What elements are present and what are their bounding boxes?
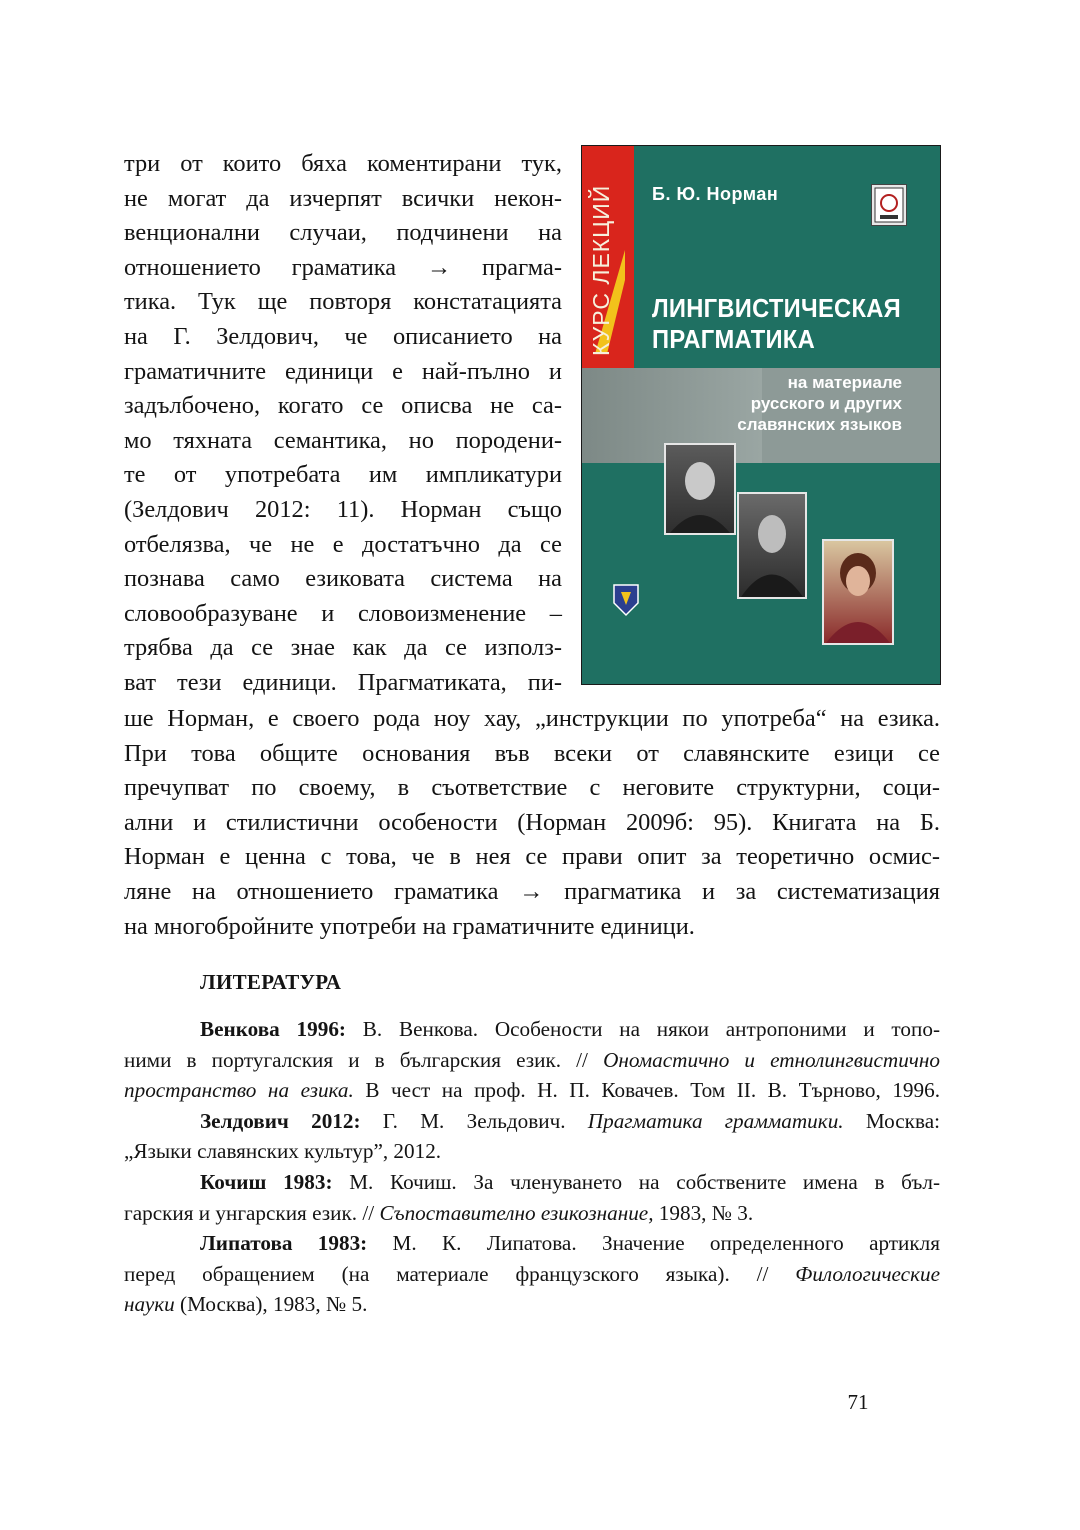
text-line: науки (Москва), 1983, № 5. xyxy=(124,1292,368,1317)
text-line: При това общите основания във всеки от славянските езици се xyxy=(124,739,940,767)
reference-list xyxy=(124,1014,940,1320)
text-line: гарския и унгарския език. // Съпоставително езикознание, 1983, № 3. xyxy=(124,1200,754,1225)
portrait-icon xyxy=(666,445,734,533)
page-number: 71 xyxy=(847,1390,869,1414)
cover-title-line: ПРАГМАТИКА xyxy=(652,326,815,354)
text-line: ше Норман, е своего рода ноу хау, „инструкции по употреба“ на езика. xyxy=(124,705,940,732)
text-line: „Языки славянских культур”, 2012. xyxy=(124,1139,442,1164)
text-line: трябва да се знае как да се използ- xyxy=(124,634,562,662)
text-line: не могат да изчерпят всички некон- xyxy=(124,184,562,212)
text-line: (Зелдович 2012: 11). Норман също xyxy=(124,495,562,523)
text-line: Липатова 1983: М. К. Липатова. Значение определенного артикля xyxy=(200,1231,940,1256)
reference-entry xyxy=(124,1106,940,1167)
text-line: познава само езиковата система на xyxy=(124,565,562,593)
text-line: ални и стилистични особености (Норман 2009б: 95). Книгата на Б. xyxy=(124,808,940,836)
text-line: отбелязва, че не е достатъчно да се xyxy=(124,530,562,558)
text-line: ват тези единици. Прагматиката, пи- xyxy=(124,668,562,696)
author-photo xyxy=(664,443,736,535)
text-line: ними в португалския и в българския език. // Ономастично и етнолингвистично xyxy=(124,1047,941,1072)
text-line: Зелдович 2012: Г. М. Зельдович. Прагматика грамматики. Москва: xyxy=(200,1108,940,1133)
reference-key: Кочиш 1983: xyxy=(200,1169,333,1194)
wrapped-paragraph xyxy=(124,147,562,701)
text-line: перед обращением (на материале французского языка). // Филологические xyxy=(124,1261,940,1286)
cover-series: КУРС ЛЕКЦИЙ xyxy=(588,184,614,356)
cover-title-line: ЛИНГВИСТИЧЕСКАЯ xyxy=(652,295,901,323)
cover-subtitle-line: на материале xyxy=(787,373,902,392)
cover-title xyxy=(652,294,901,356)
author-photo xyxy=(737,492,807,599)
text-line: на многобройните употреби на граматичните единици. xyxy=(124,912,695,940)
text-line: три от които бяха коментирани тук, xyxy=(124,150,562,177)
portrait-icon xyxy=(824,541,892,643)
cover-subtitle-line: русского и других xyxy=(750,394,902,413)
text-line: Норман е ценна с това, че в нея се прави опит за теоретично осмис- xyxy=(124,843,940,871)
text-line: пространство на езика. В чест на проф. Н. П. Ковачев. Том II. В. Търново, 1996. xyxy=(124,1078,941,1103)
text-line: пречупват по своему, в съответствие с неговите структурни, соци- xyxy=(124,774,940,802)
reference-entry xyxy=(124,1167,940,1228)
text-line: тика. Тук ще повторя констатацията xyxy=(124,288,562,316)
text-line: задълбочено, когато се описва не са- xyxy=(124,392,562,420)
text-line: граматичните единици е най-пълно и xyxy=(124,357,562,385)
cover-subtitle xyxy=(737,372,902,435)
shield-emblem-icon xyxy=(612,583,640,617)
reference-key: Зелдович 2012: xyxy=(200,1108,361,1133)
reference-entry xyxy=(124,1014,940,1106)
cover-author: Б. Ю. Норман xyxy=(652,184,779,204)
text-line: венционални случаи, подчинени на xyxy=(124,219,562,247)
text-line: словообразуване и словоизменение – xyxy=(124,599,562,627)
text-line: ляне на отношението граматика → прагматика и за систематизация xyxy=(124,877,940,905)
portrait-icon xyxy=(739,494,805,597)
text-line: отношението граматика → прагма- xyxy=(124,253,562,281)
author-photo xyxy=(822,539,894,645)
book-cover-image xyxy=(581,145,941,685)
text-line: мо тяхната семантика, но породени- xyxy=(124,426,562,454)
text-line: Кочиш 1983: М. Кочиш. За членуването на собствените имена в бъл- xyxy=(200,1169,941,1194)
reference-key: Липатова 1983: xyxy=(200,1231,368,1256)
section-heading: ЛИТЕРАТУРА xyxy=(200,970,342,994)
cover-subtitle-line: славянских языков xyxy=(737,415,902,434)
text-line: те от употребата им импликатури xyxy=(124,461,562,489)
publisher-logo-icon xyxy=(871,184,907,226)
text-line: Венкова 1996: В. Венкова. Особености на някои антропоними и топо- xyxy=(200,1017,940,1041)
main-paragraph xyxy=(124,702,940,944)
reference-key: Венкова 1996: xyxy=(200,1017,346,1041)
text-line: на Г. Зелдович, че описанието на xyxy=(124,322,562,350)
reference-entry xyxy=(124,1228,940,1320)
